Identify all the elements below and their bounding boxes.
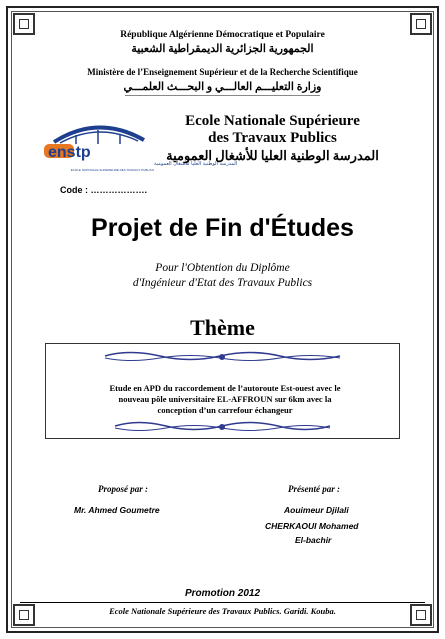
obtention-line1: Pour l'Obtention du Diplôme bbox=[155, 262, 290, 274]
enstp-logo bbox=[40, 118, 238, 176]
school-name-line1: Ecole Nationale Supérieure bbox=[185, 113, 360, 129]
republic-ar: الجمهورية الجزائرية الديمقراطية الشعبية bbox=[131, 43, 314, 55]
logo-caption-ar: المدرسة الوطنية العليا للأشغال العمومية bbox=[154, 161, 238, 167]
presented-label: Présenté par : bbox=[288, 484, 340, 494]
footer-address: Ecole Nationale Supérieure des Travaux Publics. Garidi. Kouba. bbox=[109, 606, 336, 616]
proposed-label: Proposé par : bbox=[98, 484, 148, 494]
ornament-bottom bbox=[110, 419, 335, 433]
obtention-line2: d'Ingénieur d'Etat des Travaux Publics bbox=[132, 277, 313, 289]
republic-fr: République Algérienne Démocratique et Populaire bbox=[120, 30, 325, 40]
ornament-top bbox=[100, 349, 345, 363]
logo-caption-fr: ECOLE NATIONALE SUPERIEURE DES TRAVAUX PUBLICS bbox=[70, 168, 154, 172]
student-name-2: CHERKAOUI Mohamed bbox=[265, 521, 359, 531]
footer-divider bbox=[20, 602, 425, 603]
student-name-2-cont: El-bachir bbox=[295, 535, 332, 545]
subject-line3: conception d’un carrefour échangeur bbox=[157, 405, 293, 415]
supervisor-name: Mr. Ahmed Goumetre bbox=[74, 505, 160, 515]
logo-brand-text: enstp bbox=[48, 144, 91, 161]
subject-line1: Etude en APD du raccordement de l’autoroute Est-ouest avec le bbox=[109, 383, 341, 393]
promotion: Promotion 2012 bbox=[184, 588, 261, 599]
school-name-line2: des Travaux Publics bbox=[208, 130, 337, 146]
student-name-1: Aouimeur Djilali bbox=[284, 505, 349, 515]
ministry-fr: Ministère de l’Enseignement Supérieur et de la Recherche Scientifique bbox=[87, 67, 358, 77]
ministry-ar: وزارة التعليـــم العالـــي و البحـــث العلمـــي bbox=[123, 81, 322, 93]
theme-heading: Thème bbox=[190, 315, 255, 340]
school-name-ar: المدرسة الوطنية العليا للأشغال العمومية bbox=[166, 148, 379, 163]
subject-line2: nouveau pôle universitaire EL-AFFROUN sur 6km avec la bbox=[118, 394, 332, 404]
header-divider bbox=[125, 95, 320, 96]
document-title: Projet de Fin d'Études bbox=[91, 214, 354, 242]
code-label: Code : ………………. bbox=[60, 185, 147, 195]
subject-text bbox=[80, 383, 370, 416]
